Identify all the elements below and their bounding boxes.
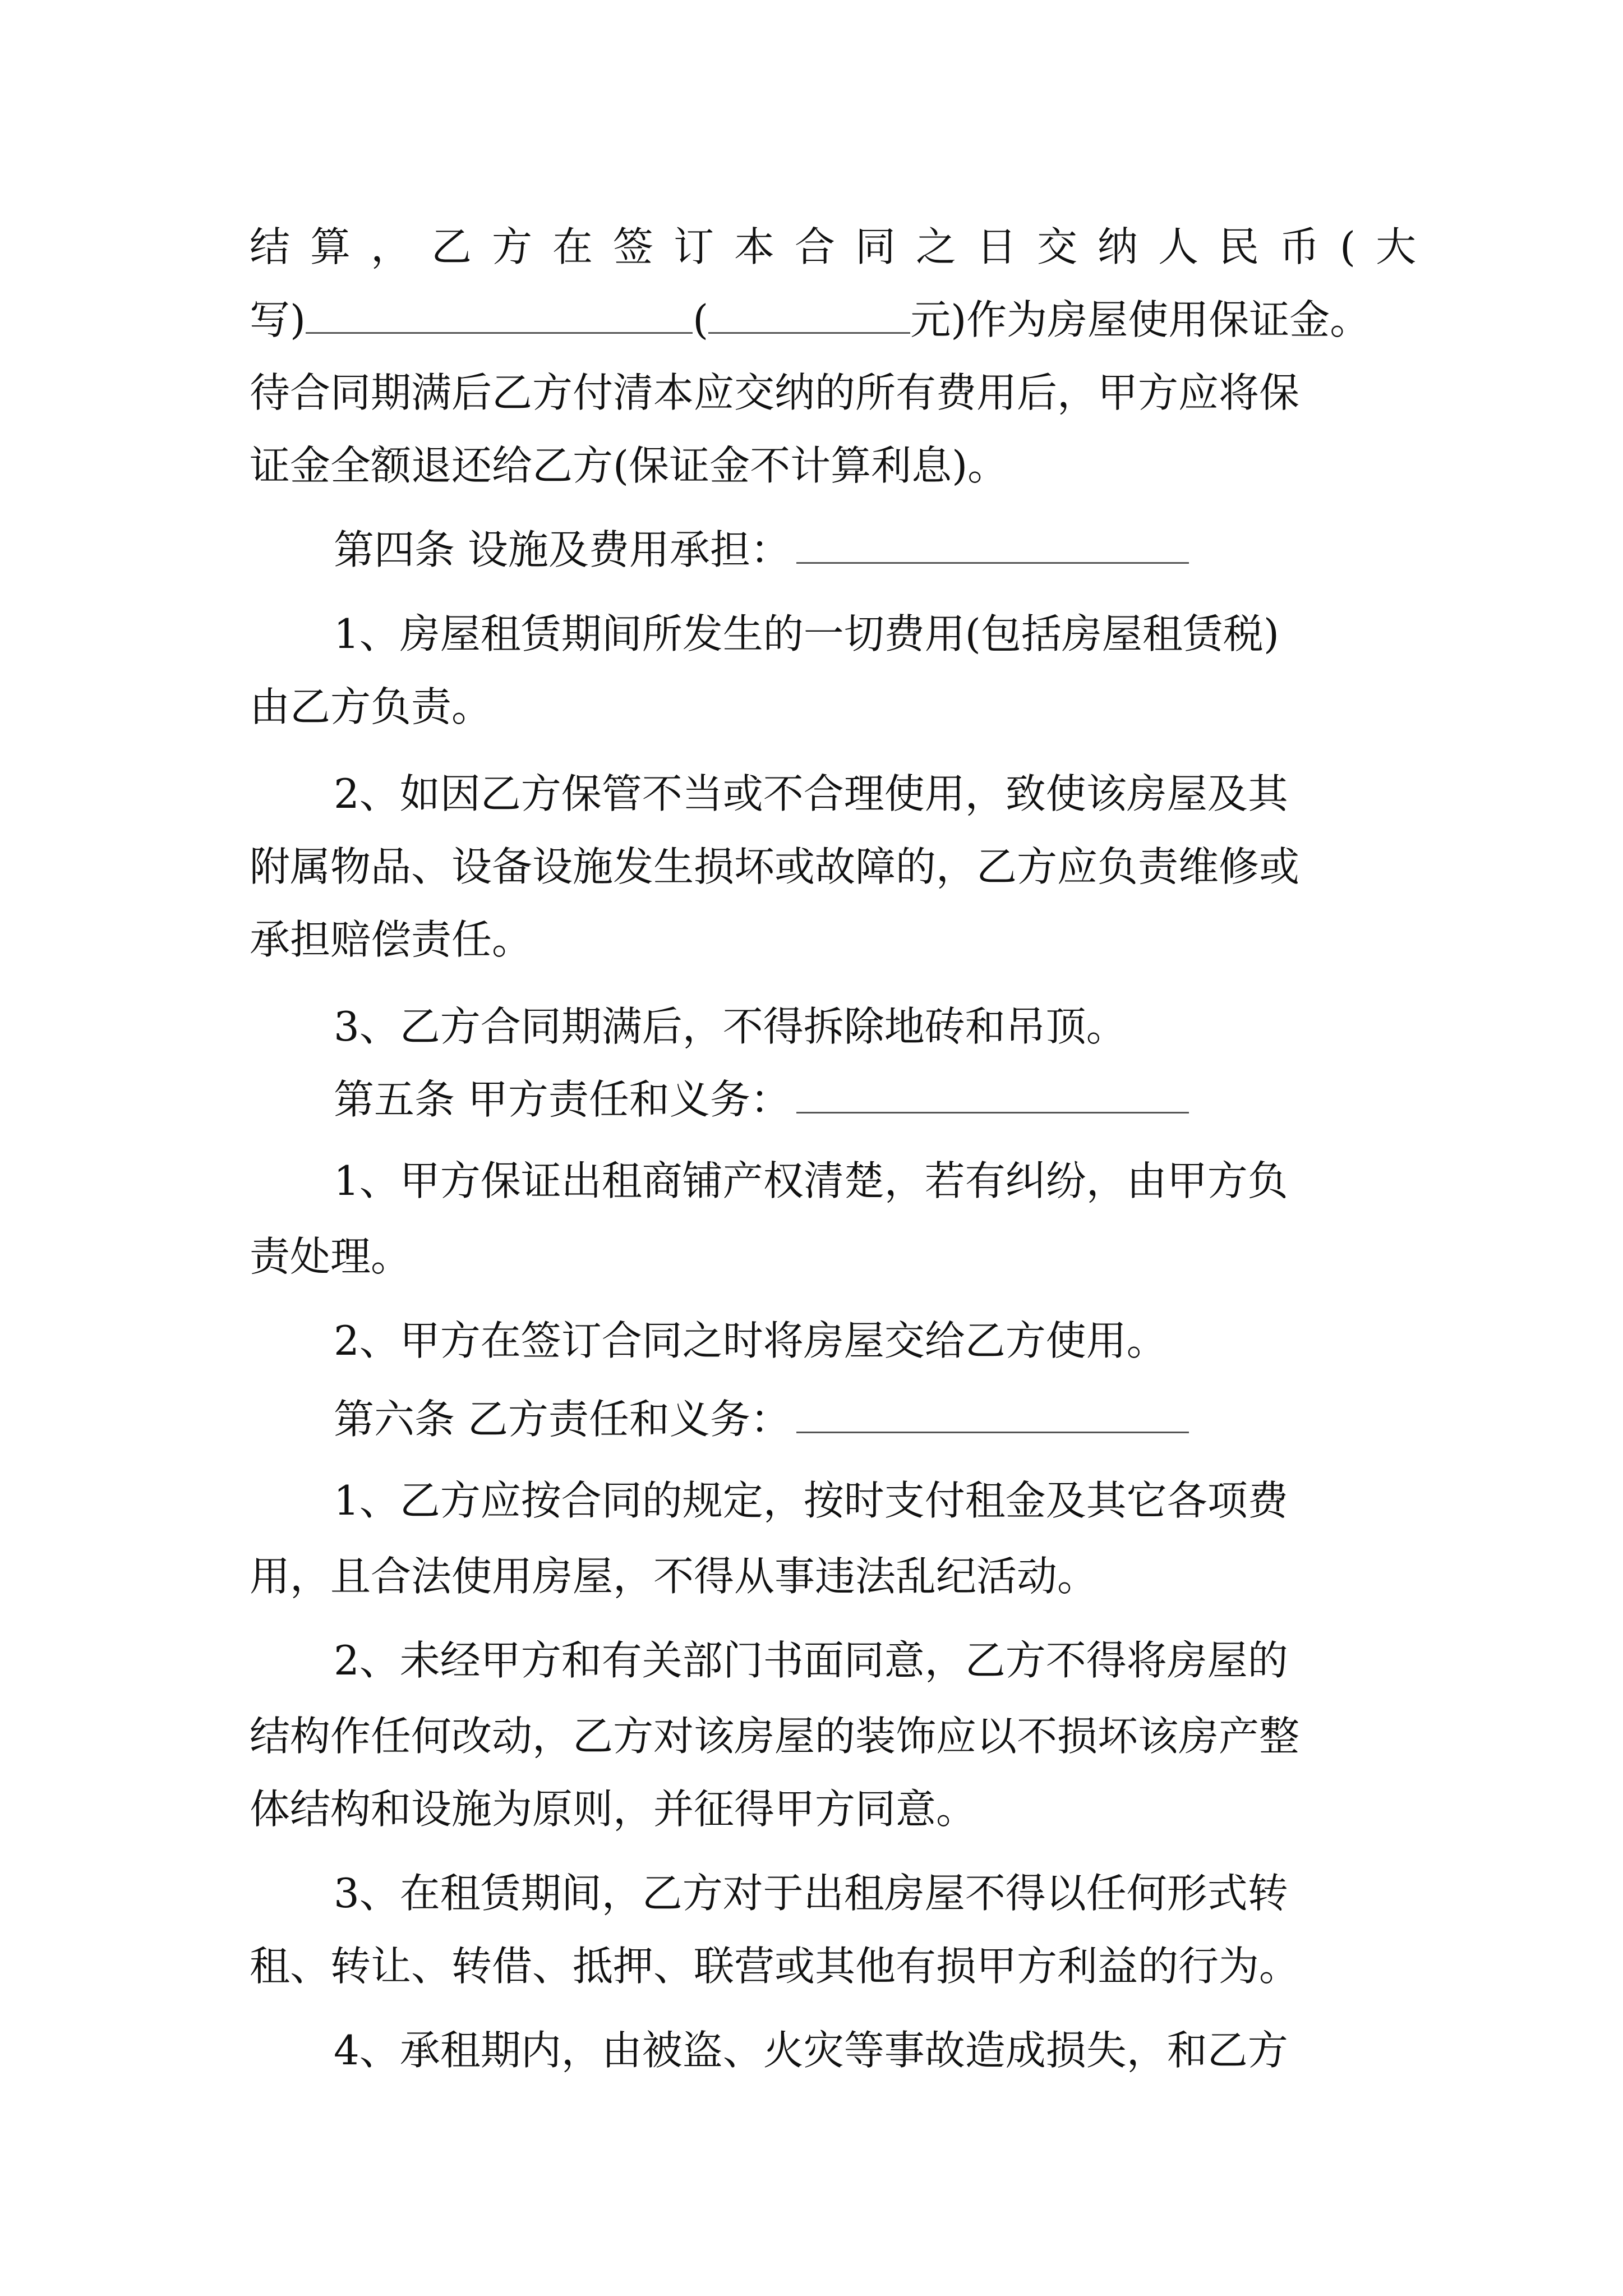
clause-5-blank[interactable]	[796, 1064, 1189, 1114]
clause-heading-text: 第六条 乙方责任和义务：	[334, 1396, 791, 1443]
amount-number-blank[interactable]	[708, 284, 910, 334]
body-line: 附属物品、设备设施发生损坏或故障的，乙方应负责维修或	[250, 843, 1300, 890]
body-line: 结构作任何改动，乙方对该房屋的装饰应以不损坏该房产整	[250, 1713, 1300, 1760]
body-line: 4、承租期内，由被盗、火灾等事故造成损失，和乙方	[334, 2027, 1288, 2074]
body-line: 体结构和设施为原则，并征得甲方同意。	[250, 1786, 977, 1833]
body-line: 结算，乙方在签订本合同之日交纳人民币(大	[250, 223, 1437, 270]
line-segment: 元)作为房屋使用保证金。	[910, 296, 1371, 343]
body-line: 证金全额退还给乙方(保证金不计算利息)。	[250, 442, 1008, 489]
body-line: 承担赔偿责任。	[250, 916, 533, 963]
body-line: 2、甲方在签订合同之时将房屋交给乙方使用。	[334, 1317, 1167, 1364]
body-line-deposit	[250, 278, 1416, 362]
clause-heading-text: 第四条 设施及费用承担：	[334, 526, 791, 573]
clause-6-blank[interactable]	[796, 1383, 1189, 1433]
body-line: 待合同期满后乙方付清本应交纳的所有费用后，甲方应将保	[250, 369, 1300, 416]
body-line: 1、乙方应按合同的规定，按时支付租金及其它各项费	[334, 1477, 1288, 1524]
body-line: 1、甲方保证出租商铺产权清楚，若有纠纷，由甲方负	[334, 1157, 1288, 1204]
line-segment: 写)	[250, 296, 306, 343]
body-line: 2、未经甲方和有关部门书面同意，乙方不得将房屋的	[334, 1637, 1288, 1684]
clause-heading-4	[334, 508, 1500, 592]
clause-heading-text: 第五条 甲方责任和义务：	[334, 1076, 791, 1123]
line-segment: (	[693, 296, 709, 343]
body-line: 责处理。	[250, 1233, 412, 1280]
body-line: 3、乙方合同期满后，不得拆除地砖和吊顶。	[334, 1003, 1127, 1050]
body-line: 用，且合法使用房屋，不得从事违法乱纪活动。	[250, 1553, 1098, 1600]
body-line: 由乙方负责。	[250, 683, 492, 730]
clause-heading-5	[334, 1057, 1500, 1142]
body-line: 2、如因乙方保管不当或不合理使用，致使该房屋及其	[334, 770, 1288, 817]
body-line: 3、在租赁期间，乙方对于出租房屋不得以任何形式转	[334, 1870, 1288, 1917]
clause-heading-6	[334, 1377, 1500, 1461]
clause-4-blank[interactable]	[796, 514, 1189, 564]
amount-words-blank[interactable]	[306, 284, 693, 334]
body-line: 租、转让、转借、抵押、联营或其他有损甲方利益的行为。	[250, 1943, 1300, 1990]
body-line: 1、房屋租赁期间所发生的一切费用(包括房屋租赁税)	[334, 610, 1279, 657]
